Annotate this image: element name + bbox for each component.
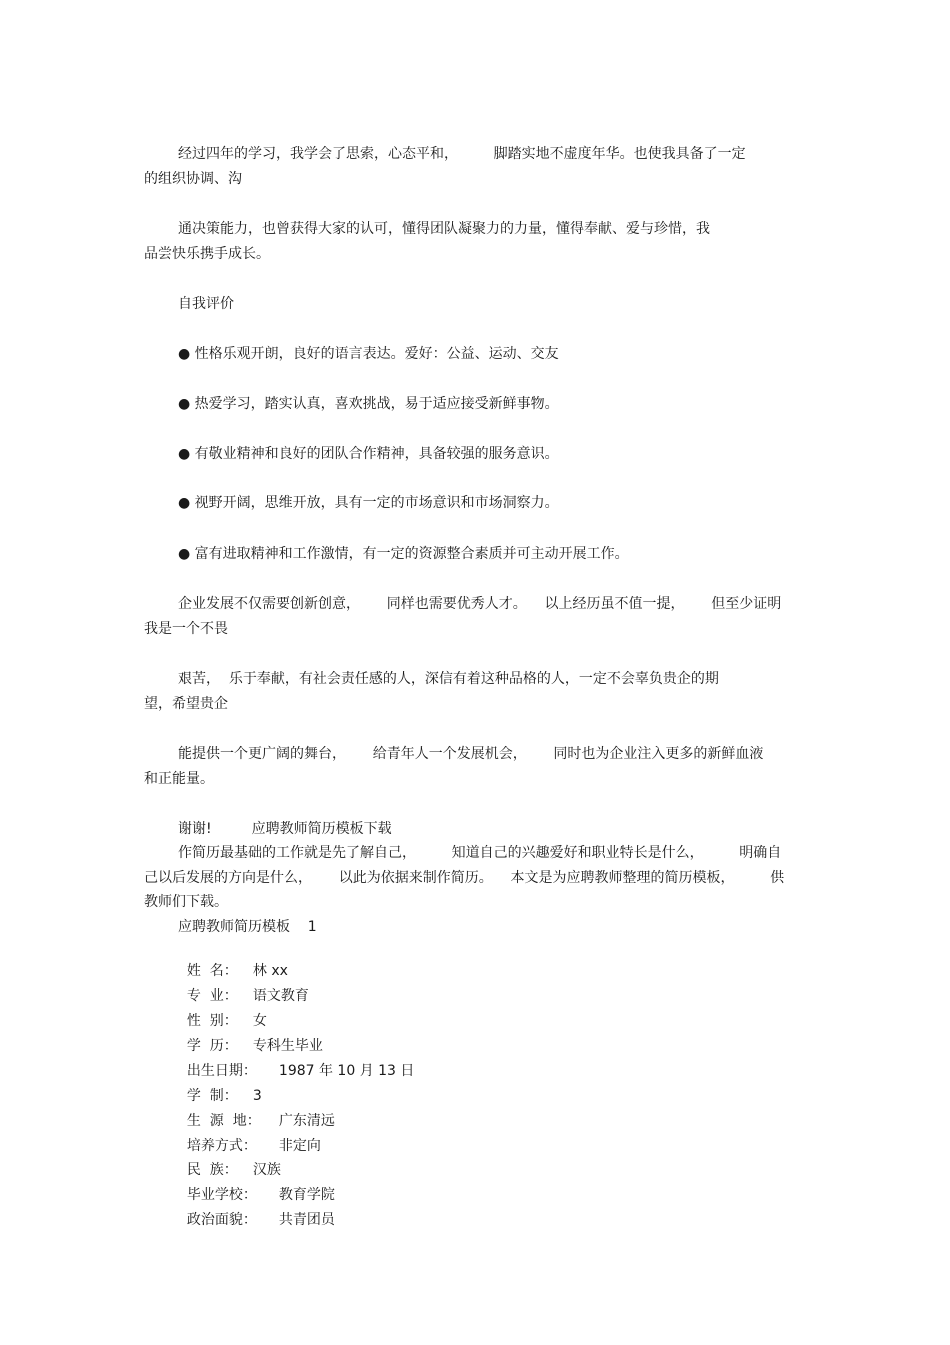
field-value: 语文教育	[252, 988, 309, 1004]
closing-paragraph-2-line-2: 望，希望贵企	[144, 696, 228, 712]
closing-paragraph-3-line-1: 能提供一个更广阔的舞台， 给青年人一个发展机会， 同时也为企业注入更多的新鲜血液	[178, 746, 764, 762]
self-eval-bullet: ● 有敬业精神和良好的团队合作精神，具备较强的服务意识。	[178, 446, 559, 462]
field-label: 民 族：	[186, 1162, 238, 1178]
field-label: 毕业学校：	[186, 1187, 257, 1203]
field-value: 女	[252, 1013, 267, 1029]
intro-paragraph-2-line-1: 通决策能力，也曾获得大家的认可，懂得团队凝聚力的力量，懂得奉献、爱与珍惜，我	[178, 221, 710, 237]
thanks-and-download-title: 谢谢! 应聘教师简历模板下载	[178, 821, 392, 837]
field-value: 专科生毕业	[252, 1038, 323, 1054]
download-text-line-3: 教师们下载。	[144, 894, 228, 910]
download-text-line-2: 己以后发展的方向是什么， 以此为依据来制作简历。 本文是为应聘教师整理的简历模板， 供	[144, 870, 785, 886]
field-value: 林 xx	[252, 963, 288, 979]
closing-paragraph-1-line-2: 我是一个不畏	[144, 621, 228, 637]
self-eval-bullet: ● 视野开阔，思维开放，具有一定的市场意识和市场洞察力。	[178, 495, 559, 511]
download-text-line-1: 作简历最基础的工作就是先了解自己， 知道自己的兴趣爱好和职业特长是什么， 明确自	[178, 845, 782, 861]
field-label: 生 源 地：	[186, 1113, 261, 1129]
closing-paragraph-1-line-1: 企业发展不仅需要创新创意， 同样也需要优秀人才。 以上经历虽不值一提， 但至少证明	[178, 596, 782, 612]
field-value: 3	[252, 1088, 262, 1104]
field-value: 1987 年 10 月 13 日	[278, 1063, 415, 1079]
field-label: 专 业：	[186, 988, 238, 1004]
intro-paragraph-1-line-1: 经过四年的学习，我学会了思索，心态平和， 脚踏实地不虚度年华。也使我具备了一定	[178, 146, 746, 162]
field-label: 政治面貌：	[186, 1212, 257, 1228]
self-eval-bullet: ● 富有进取精神和工作激情，有一定的资源整合素质并可主动开展工作。	[178, 546, 629, 562]
closing-paragraph-2-line-1: 艰苦， 乐于奉献，有社会责任感的人，深信有着这种品格的人，一定不会辜负贵企的期	[178, 671, 719, 687]
field-label: 学 历：	[186, 1038, 238, 1054]
intro-paragraph-2-line-2: 品尝快乐携手成长。	[144, 246, 270, 262]
self-eval-bullet: ● 热爱学习，踏实认真，喜欢挑战，易于适应接受新鲜事物。	[178, 396, 559, 412]
closing-paragraph-3-line-2: 和正能量。	[144, 771, 214, 787]
field-label: 姓 名：	[186, 963, 238, 979]
field-value: 非定向	[278, 1138, 321, 1154]
resume-field-political-status	[178, 1193, 335, 1229]
self-eval-bullet: ● 性格乐观开朗，良好的语言表达。爱好：公益、运动、交友	[178, 346, 559, 362]
self-eval-heading: 自我评价	[178, 296, 234, 312]
resume-title: 应聘教师简历模板 1	[178, 919, 317, 935]
field-label: 性 别：	[186, 1013, 238, 1029]
field-value: 共青团员	[278, 1212, 335, 1228]
field-value: 广东清远	[278, 1113, 335, 1129]
field-label: 培养方式：	[186, 1138, 257, 1154]
field-value: 教育学院	[278, 1187, 335, 1203]
field-label: 出生日期：	[186, 1063, 257, 1079]
field-label: 学 制：	[186, 1088, 238, 1104]
intro-paragraph-1-line-2: 的组织协调、沟	[144, 171, 242, 187]
field-value: 汉族	[252, 1162, 281, 1178]
